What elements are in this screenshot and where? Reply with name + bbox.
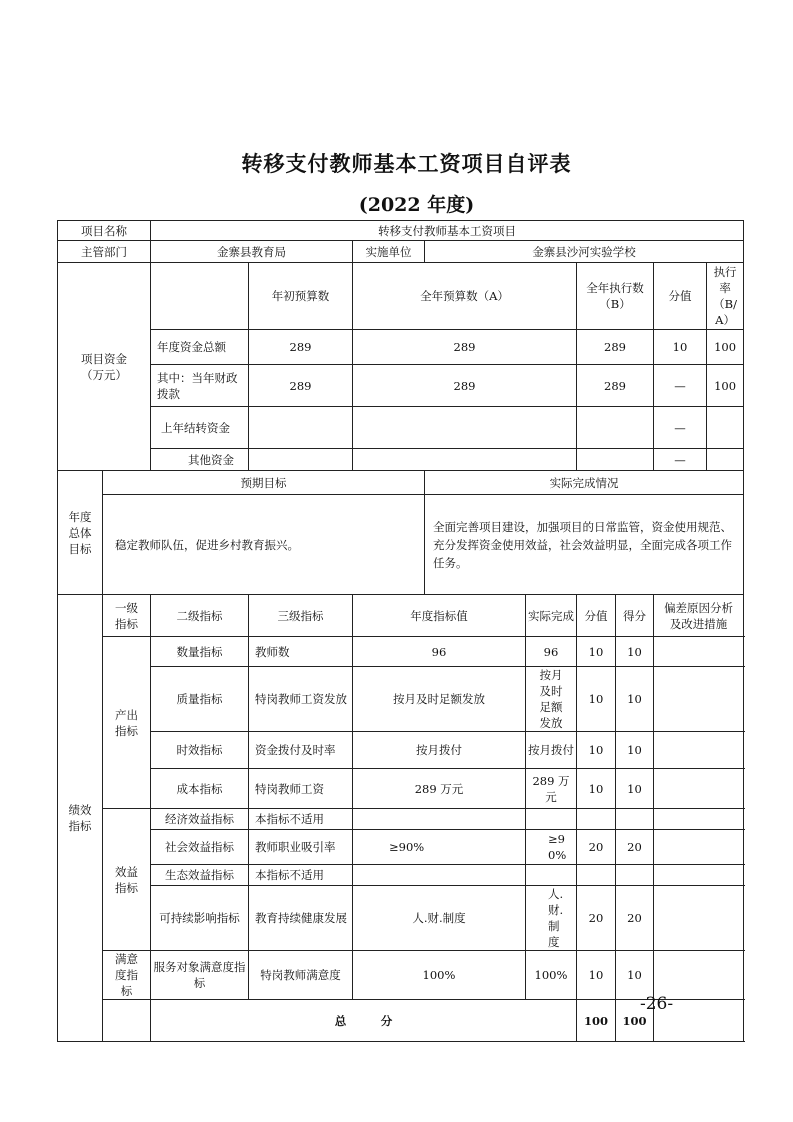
- project-name-label: 项目名称: [58, 221, 151, 241]
- indicator-value: 10: [577, 637, 616, 667]
- indicator-score: 10: [616, 951, 654, 1000]
- indicator-actual: [526, 865, 577, 886]
- indicator-level2: 社会效益指标: [151, 830, 249, 865]
- indicator-target: 人.财.制度: [353, 886, 526, 951]
- funds-row-annual: 289: [353, 330, 577, 365]
- indicator-target: 按月及时足额发放: [353, 667, 526, 732]
- indicator-target: 289 万元: [353, 769, 526, 809]
- perf-header-target: 年度指标值: [353, 595, 526, 637]
- goals-expected-header: 预期目标: [103, 471, 425, 495]
- indicator-score: 10: [616, 637, 654, 667]
- indicator-value: 10: [577, 951, 616, 1000]
- unit-value: 金寨县沙河实验学校: [425, 241, 744, 263]
- goals-label: 年度总体目标: [58, 471, 103, 595]
- indicator-value: [577, 809, 616, 830]
- indicator-level2: 可持续影响指标: [151, 886, 249, 951]
- funds-row-rate: [707, 407, 744, 449]
- indicator-level3: 本指标不适用: [249, 865, 353, 886]
- funds-row-label: 上年结转资金: [151, 407, 249, 449]
- unit-label: 实施单位: [353, 241, 425, 263]
- indicator-level3: 教育持续健康发展: [249, 886, 353, 951]
- funds-header-blank: [151, 263, 249, 330]
- perf-header-level2: 二级指标: [151, 595, 249, 637]
- perf-header-analysis: 偏差原因分析及改进措施: [654, 595, 744, 637]
- funds-row-annual: [353, 449, 577, 471]
- indicator-actual: 按月拨付: [526, 732, 577, 769]
- indicator-analysis: [654, 830, 744, 865]
- indicator-analysis: [654, 951, 744, 1000]
- total-blank: [103, 1000, 151, 1042]
- page-number: -26-: [640, 994, 674, 1014]
- indicator-value: 10: [577, 732, 616, 769]
- indicator-level2: 经济效益指标: [151, 809, 249, 830]
- document-year: (2022 年度): [358, 194, 475, 216]
- funds-row-value: —: [654, 407, 707, 449]
- funds-row-value: —: [654, 449, 707, 471]
- indicator-actual: 按月及时足额发放: [526, 667, 577, 732]
- indicator-target: [353, 809, 526, 830]
- funds-row-executed: [577, 449, 654, 471]
- indicator-actual: [526, 809, 577, 830]
- indicator-level2: 质量指标: [151, 667, 249, 732]
- funds-header-executed: 全年执行数（B）: [577, 263, 654, 330]
- indicator-value: 20: [577, 830, 616, 865]
- funds-header-initial: 年初预算数: [249, 263, 353, 330]
- indicator-target: 按月拨付: [353, 732, 526, 769]
- funds-row-value: 10: [654, 330, 707, 365]
- indicator-score: [616, 865, 654, 886]
- funds-header-rate: 执行率（B/A）: [707, 263, 744, 330]
- indicator-analysis: [654, 732, 744, 769]
- perf-header-score: 得分: [616, 595, 654, 637]
- indicator-level3: 特岗教师工资: [249, 769, 353, 809]
- indicator-actual: 100%: [526, 951, 577, 1000]
- benefit-label: 效益指标: [103, 809, 151, 951]
- funds-row-rate: 100: [707, 330, 744, 365]
- dept-value: 金寨县教育局: [151, 241, 353, 263]
- project-name-value: 转移支付教师基本工资项目: [151, 221, 744, 241]
- goals-expected-text: 稳定教师队伍，促进乡村教育振兴。: [103, 495, 425, 595]
- indicator-analysis: [654, 886, 744, 951]
- indicator-level3: 教师职业吸引率: [249, 830, 353, 865]
- funds-row-initial: 289: [249, 330, 353, 365]
- indicator-level2: 数量指标: [151, 637, 249, 667]
- funds-row-label: 其他资金: [151, 449, 249, 471]
- indicator-level3: 教师数: [249, 637, 353, 667]
- indicator-value: 10: [577, 769, 616, 809]
- indicator-actual: 人.财.制度: [526, 886, 577, 951]
- indicator-analysis: [654, 809, 744, 830]
- perf-header-value: 分值: [577, 595, 616, 637]
- satisfaction-label: 满意度指标: [103, 951, 151, 1000]
- indicator-target: [353, 865, 526, 886]
- indicator-level2: 生态效益指标: [151, 865, 249, 886]
- indicator-actual: 289 万元: [526, 769, 577, 809]
- total-score: 100: [616, 1000, 654, 1042]
- perf-header-level1: 一级指标: [103, 595, 151, 637]
- indicator-score: 20: [616, 830, 654, 865]
- indicator-level2: 时效指标: [151, 732, 249, 769]
- total-value: 100: [577, 1000, 616, 1042]
- indicator-score: 10: [616, 667, 654, 732]
- funds-header-annual: 全年预算数（A）: [353, 263, 577, 330]
- perf-header-level3: 三级指标: [249, 595, 353, 637]
- funds-row-annual: [353, 407, 577, 449]
- funds-row-executed: [577, 407, 654, 449]
- total-label: 总 分: [151, 1000, 577, 1042]
- indicator-level2: 成本指标: [151, 769, 249, 809]
- indicator-score: 10: [616, 769, 654, 809]
- perf-label: 绩效指标: [58, 595, 103, 1042]
- indicator-level3: 特岗教师工资发放: [249, 667, 353, 732]
- indicator-score: 10: [616, 732, 654, 769]
- perf-header-actual: 实际完成: [526, 595, 577, 637]
- funds-header-value: 分值: [654, 263, 707, 330]
- indicator-analysis: [654, 637, 744, 667]
- funds-row-executed: 289: [577, 330, 654, 365]
- funds-row-initial: [249, 449, 353, 471]
- funds-row-initial: [249, 407, 353, 449]
- indicator-value: 20: [577, 886, 616, 951]
- funds-row-executed: 289: [577, 365, 654, 407]
- goals-actual-text: 全面完善项目建设，加强项目的日常监管，资金使用规范、充分发挥资金使用效益，社会效益明显，全面完成各项工作任务。: [425, 495, 744, 595]
- indicator-target: 100%: [353, 951, 526, 1000]
- output-label: 产出指标: [103, 637, 151, 809]
- funds-row-annual: 289: [353, 365, 577, 407]
- document-title: 转移支付教师基本工资项目自评表: [241, 152, 572, 176]
- funds-row-initial: 289: [249, 365, 353, 407]
- indicator-actual: ≥90%: [526, 830, 577, 865]
- dept-label: 主管部门: [58, 241, 151, 263]
- funds-row-label: 年度资金总额: [151, 330, 249, 365]
- indicator-actual: 96: [526, 637, 577, 667]
- funds-row-value: —: [654, 365, 707, 407]
- funds-row-rate: [707, 449, 744, 471]
- self-evaluation-table: [57, 220, 744, 1042]
- indicator-level3: 本指标不适用: [249, 809, 353, 830]
- indicator-target: ≥90%: [353, 830, 526, 865]
- indicator-analysis: [654, 865, 744, 886]
- indicator-analysis: [654, 769, 744, 809]
- indicator-score: [616, 809, 654, 830]
- funds-label: 项目资金（万元）: [58, 263, 151, 471]
- indicator-analysis: [654, 667, 744, 732]
- funds-row-label: 其中：当年财政拨款: [151, 365, 249, 407]
- indicator-target: 96: [353, 637, 526, 667]
- indicator-level3: 资金拨付及时率: [249, 732, 353, 769]
- goals-actual-header: 实际完成情况: [425, 471, 744, 495]
- indicator-score: 20: [616, 886, 654, 951]
- indicator-value: [577, 865, 616, 886]
- indicator-level3: 特岗教师满意度: [249, 951, 353, 1000]
- indicator-level2: 服务对象满意度指标: [151, 951, 249, 1000]
- funds-row-rate: 100: [707, 365, 744, 407]
- indicator-value: 10: [577, 667, 616, 732]
